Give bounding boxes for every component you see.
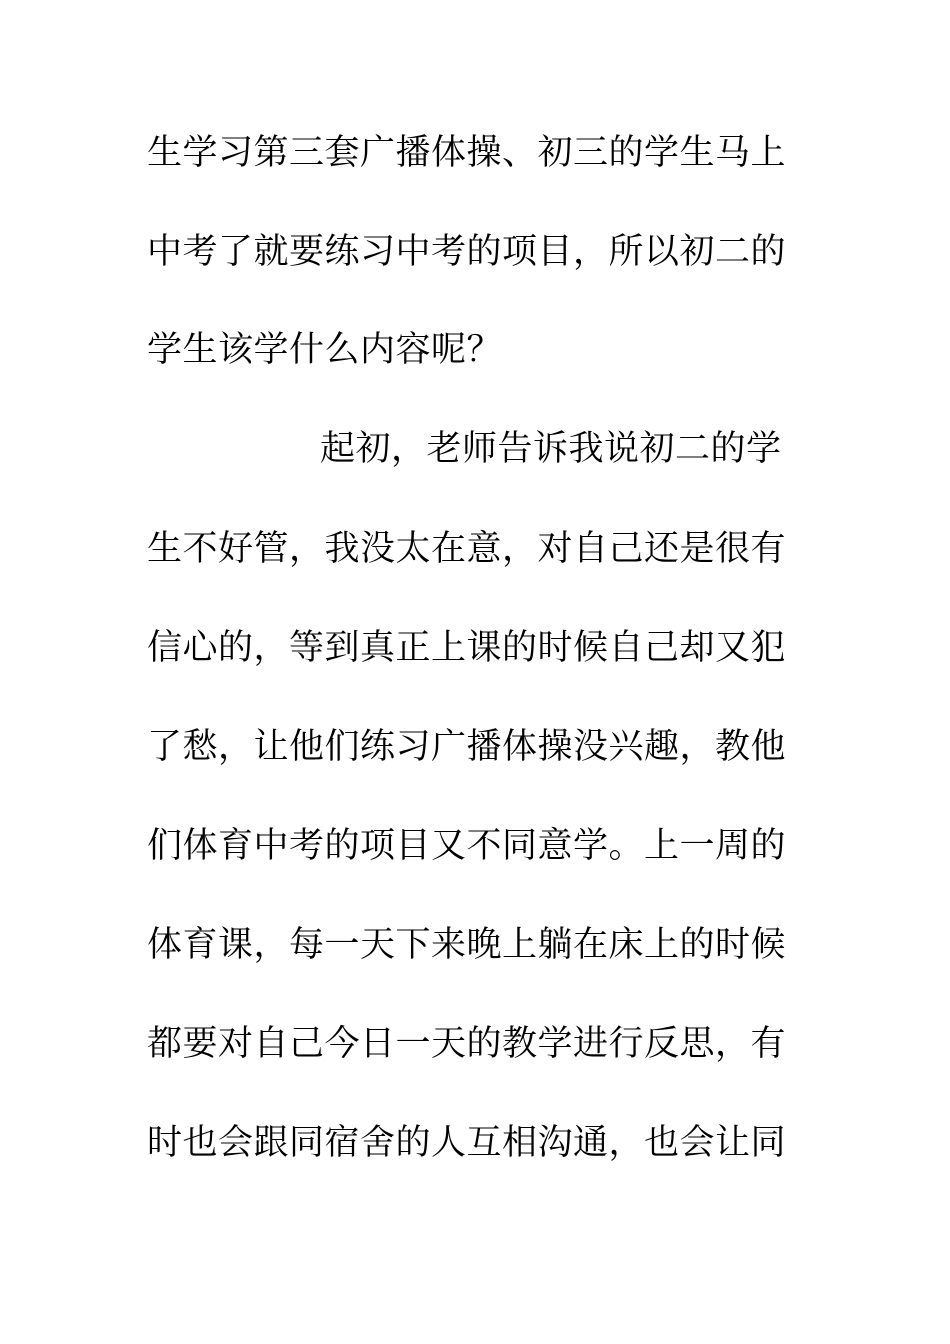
text-line: 体育课，每一天下来晚上躺在床上的时候 xyxy=(147,925,787,965)
text-line: 们体育中考的项目又不同意学。上一周的 xyxy=(147,826,787,866)
text-line: 学生该学什么内容呢？ xyxy=(147,330,503,370)
text-line: 中考了就要练习中考的项目，所以初二的 xyxy=(147,232,787,272)
text-line: 生学习第三套广播体操、初三的学生马上 xyxy=(147,133,787,173)
text-line: 时也会跟同宿舍的人互相沟通，也会让同 xyxy=(147,1123,787,1163)
text-line: 生不好管，我没太在意，对自己还是很有 xyxy=(147,529,787,569)
paragraph-first-line: 起初，老师告诉我说初二的学 xyxy=(320,429,782,469)
text-line: 了愁，让他们练习广播体操没兴趣，教他 xyxy=(147,727,787,767)
text-line: 都要对自己今日一天的教学进行反思，有 xyxy=(147,1024,787,1064)
text-line: 信心的，等到真正上课的时候自己却又犯 xyxy=(147,628,787,668)
